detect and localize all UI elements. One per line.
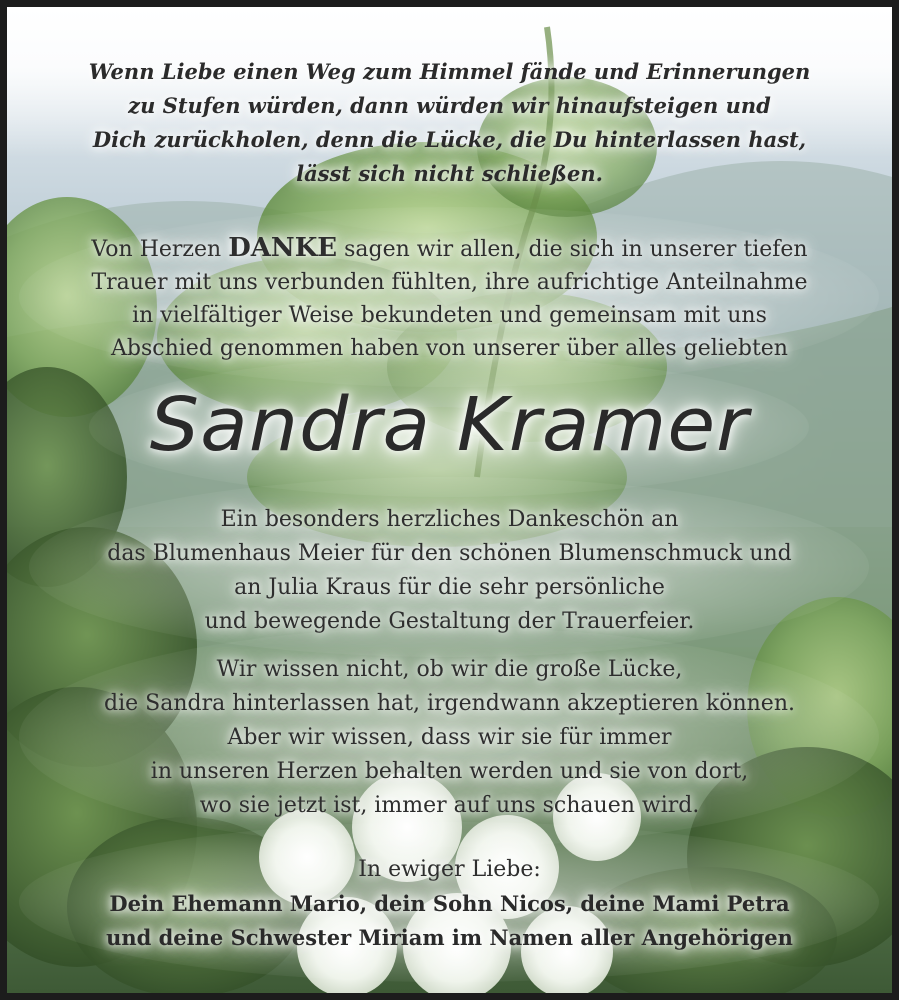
closing-line: die Sandra hinterlassen hat, irgendwann akzeptieren können. — [104, 691, 795, 716]
signature-intro: In ewiger Liebe: — [358, 857, 541, 882]
thanks-line: Abschied genommen haben von unserer über alles geliebten — [111, 336, 788, 361]
thanks-line: Trauer mit uns verbunden fühlten, ihre aufrichtige Anteilnahme — [91, 270, 808, 295]
quote-line: Wenn Liebe einen Weg zum Himmel fände und Erinnerungen — [88, 59, 811, 84]
quote-line: Dich zurückholen, denn die Lücke, die Du hinterlassen hast, — [92, 127, 807, 152]
thanks-line: in vielfältiger Weise bekundeten und gemeinsam mit uns — [132, 303, 767, 328]
closing-line: in unseren Herzen behalten werden und sie von dort, — [150, 759, 749, 784]
special-thanks-line: das Blumenhaus Meier für den schönen Blumenschmuck und — [107, 541, 792, 566]
closing-line: wo sie jetzt ist, immer auf uns schauen wird. — [199, 793, 700, 818]
special-thanks-line: an Julia Kraus für die sehr persönliche — [234, 575, 665, 600]
closing-line: Aber wir wissen, dass wir sie für immer — [227, 725, 672, 750]
danke-emphasis: DANKE — [228, 233, 338, 263]
signature-line: und deine Schwester Miriam im Namen aller Angehörigen — [106, 925, 793, 950]
thanks-suffix: sagen wir allen, die sich in unserer tiefen — [337, 237, 808, 262]
special-thanks-line: und bewegende Gestaltung der Trauerfeier. — [204, 609, 695, 634]
thanks-line — [7, 233, 892, 263]
special-thanks-line: Ein besonders herzliches Dankeschön an — [220, 507, 679, 532]
quote-line: lässt sich nicht schließen. — [296, 161, 603, 186]
quote-line: zu Stufen würden, dann würden wir hinaufsteigen und — [128, 93, 771, 118]
closing-line: Wir wissen nicht, ob wir die große Lücke, — [216, 657, 683, 682]
signature-line: Dein Ehemann Mario, dein Sohn Nicos, deine Mami Petra — [109, 891, 790, 916]
thanks-prefix: Von Herzen — [91, 237, 229, 262]
obituary-text — [7, 7, 892, 993]
deceased-name: Sandra Kramer — [149, 382, 750, 468]
